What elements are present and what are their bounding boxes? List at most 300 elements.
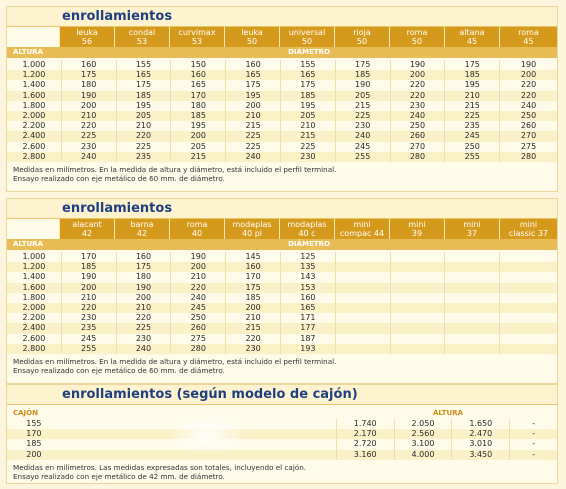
cajon-label: CAJÓN xyxy=(13,409,38,417)
diametro-cell xyxy=(390,323,445,333)
diametro-cell: 185 xyxy=(335,70,390,80)
diametro-cell: 160 xyxy=(225,60,280,70)
diametro-cell xyxy=(335,313,390,323)
diametro-cell: 255 xyxy=(444,152,499,162)
altura-cell: - xyxy=(509,439,557,449)
altura-cell: 3.160 xyxy=(336,450,394,460)
diametro-cell: 200 xyxy=(225,303,280,313)
diametro-cell: 220 xyxy=(61,121,116,131)
diametro-cell: 171 xyxy=(280,313,335,323)
table-enrollamientos-cajon xyxy=(6,384,558,484)
column-header xyxy=(224,27,279,47)
column-header-name: mini xyxy=(408,220,426,229)
table-row xyxy=(7,70,557,80)
diametro-cell: 240 xyxy=(335,131,390,141)
diametro-cell: 175 xyxy=(444,60,499,70)
diametro-cell: 230 xyxy=(116,334,171,344)
diametro-cell: 135 xyxy=(280,262,335,272)
column-header xyxy=(59,219,114,239)
diametro-cell: 190 xyxy=(170,252,225,262)
diametro-cell: 220 xyxy=(225,334,280,344)
column-header xyxy=(169,27,224,47)
table-2-header xyxy=(7,219,557,239)
table-row xyxy=(7,450,557,460)
column-header-size: 50 xyxy=(301,37,313,46)
diametro-cell: 220 xyxy=(116,131,171,141)
altura-cell: - xyxy=(509,429,557,439)
diametro-cell: 250 xyxy=(390,121,445,131)
altura-cell: 2.800 xyxy=(22,343,46,353)
altura-cell: 2.400 xyxy=(22,131,46,141)
diametro-cell: 230 xyxy=(335,121,390,131)
diametro-cell: 215 xyxy=(170,152,225,162)
diametro-cell: 215 xyxy=(225,121,280,131)
altura-cell: 1.600 xyxy=(22,282,46,292)
diametro-cell xyxy=(444,272,499,282)
cajon-cell: 155 xyxy=(26,419,42,428)
diametro-cell: 225 xyxy=(225,131,280,141)
diametro-cell: 270 xyxy=(390,142,445,152)
diametro-cell: 155 xyxy=(280,60,335,70)
diametro-cell: 200 xyxy=(170,131,225,141)
altura-cell: - xyxy=(509,419,557,429)
column-header-name: modaplas xyxy=(287,220,327,229)
altura-cell: 1.000 xyxy=(22,252,46,261)
diametro-cell: 210 xyxy=(225,111,280,121)
table-2-notes xyxy=(7,354,557,375)
diametro-cell: 190 xyxy=(499,60,557,70)
column-header-name: barna xyxy=(130,220,154,229)
diametro-cell: 155 xyxy=(116,60,171,70)
diametro-cell xyxy=(499,303,557,313)
decorative-glow xyxy=(167,415,247,455)
diametro-cell: 190 xyxy=(61,272,116,282)
diametro-cell: 220 xyxy=(116,313,171,323)
column-header-name: roma xyxy=(518,28,539,37)
table-row xyxy=(7,323,557,333)
altura-cell: 1.800 xyxy=(22,100,46,110)
diametro-cell xyxy=(444,313,499,323)
diametro-cell: 250 xyxy=(170,313,225,323)
table-1-title: enrollamientos xyxy=(7,7,557,27)
column-header xyxy=(389,219,444,239)
diametro-cell: 240 xyxy=(170,293,225,303)
diametro-cell: 245 xyxy=(444,131,499,141)
diametro-cell xyxy=(335,334,390,344)
diametro-cell: 160 xyxy=(170,70,225,80)
table-row xyxy=(7,142,557,152)
diametro-cell: 240 xyxy=(61,152,116,162)
table-2-subheader xyxy=(7,239,557,250)
column-header-name: mini xyxy=(463,220,481,229)
table-row xyxy=(7,101,557,111)
column-header-size: 40 xyxy=(191,229,203,238)
diametro-cell: 185 xyxy=(170,111,225,121)
altura-label: ALTURA xyxy=(13,240,43,248)
column-header-name: rioja xyxy=(353,28,371,37)
column-header-size: 45 xyxy=(523,37,534,46)
column-header-size: compac 44 xyxy=(339,229,385,238)
column-header xyxy=(279,27,334,47)
column-header xyxy=(444,219,499,239)
altura-cell: 3.010 xyxy=(451,439,509,449)
column-header-size: 42 xyxy=(81,229,93,238)
altura-cell: 1.800 xyxy=(22,292,46,302)
diametro-cell: 143 xyxy=(280,272,335,282)
table-2-title: enrollamientos xyxy=(7,199,557,219)
diametro-cell: 175 xyxy=(225,283,280,293)
diametro-cell: 210 xyxy=(225,313,280,323)
diametro-cell xyxy=(444,334,499,344)
column-header-size: 50 xyxy=(411,37,423,46)
diametro-cell: 175 xyxy=(116,262,171,272)
table-row xyxy=(7,131,557,141)
diametro-cell: 165 xyxy=(170,80,225,90)
diametro-cell xyxy=(390,303,445,313)
table-3-title: enrollamientos (según modelo de cajón) xyxy=(7,385,557,405)
diametro-cell: 210 xyxy=(116,121,171,131)
table-row xyxy=(7,439,557,449)
diametro-cell: 200 xyxy=(61,101,116,111)
altura-cell: 2.050 xyxy=(394,419,452,429)
diametro-cell: 245 xyxy=(61,334,116,344)
diametro-cell: 280 xyxy=(390,152,445,162)
cajon-cell: 170 xyxy=(26,429,42,439)
diametro-cell: 235 xyxy=(116,152,171,162)
diametro-cell: 220 xyxy=(499,80,557,90)
altura-cell: - xyxy=(509,450,557,460)
diametro-cell: 220 xyxy=(499,91,557,101)
diametro-cell: 255 xyxy=(335,152,390,162)
diametro-cell xyxy=(335,272,390,282)
diametro-cell xyxy=(444,323,499,333)
column-header xyxy=(59,27,114,47)
altura-cell: 2.000 xyxy=(22,302,46,312)
table-row xyxy=(7,419,557,429)
altura-cell: 2.000 xyxy=(22,110,46,120)
column-header xyxy=(114,27,169,47)
table-row xyxy=(7,252,557,262)
table-2-note-1: Medidas en milímetros. En la medida de altura y diámetro, está incluido el perfil terminal. xyxy=(13,356,337,366)
header-spacer xyxy=(7,219,59,239)
diametro-cell: 210 xyxy=(280,121,335,131)
altura-cell: 2.470 xyxy=(451,429,509,439)
altura-cell: 2.200 xyxy=(22,121,46,131)
table-row xyxy=(7,272,557,282)
diametro-cell: 175 xyxy=(225,80,280,90)
diametro-cell: 215 xyxy=(280,131,335,141)
diametro-cell: 200 xyxy=(61,283,116,293)
diametro-cell xyxy=(499,252,557,262)
altura-cell: 1.200 xyxy=(22,70,46,80)
diametro-cell xyxy=(335,283,390,293)
diametro-label: DIÁMETRO xyxy=(288,48,330,56)
diametro-cell: 175 xyxy=(280,80,335,90)
diametro-cell: 153 xyxy=(280,283,335,293)
diametro-cell: 165 xyxy=(280,303,335,313)
diametro-cell: 195 xyxy=(280,101,335,111)
diametro-cell: 200 xyxy=(225,101,280,111)
altura-cell: 2.800 xyxy=(22,151,46,161)
diametro-cell: 185 xyxy=(280,91,335,101)
diametro-cell xyxy=(390,344,445,354)
diametro-cell: 245 xyxy=(335,142,390,152)
column-header-name: curvimax xyxy=(178,28,216,37)
table-row xyxy=(7,152,557,162)
table-row xyxy=(7,91,557,101)
altura-cell: 2.400 xyxy=(22,323,46,333)
diametro-cell: 177 xyxy=(280,323,335,333)
diametro-cell xyxy=(499,293,557,303)
diametro-cell: 160 xyxy=(61,60,116,70)
diametro-cell: 190 xyxy=(335,80,390,90)
table-row xyxy=(7,80,557,90)
diametro-cell: 225 xyxy=(116,142,171,152)
altura-cell: 2.720 xyxy=(336,439,394,449)
diametro-cell xyxy=(335,323,390,333)
diametro-cell: 190 xyxy=(390,60,445,70)
altura-cell: 1.740 xyxy=(336,419,394,429)
diametro-cell: 200 xyxy=(390,70,445,80)
column-header-name: alacant xyxy=(72,220,102,229)
diametro-cell: 215 xyxy=(335,101,390,111)
table-row xyxy=(7,303,557,313)
diametro-cell: 185 xyxy=(225,293,280,303)
diametro-cell: 230 xyxy=(225,344,280,354)
diametro-cell: 240 xyxy=(390,111,445,121)
header-spacer xyxy=(7,27,59,47)
column-header xyxy=(444,27,499,47)
diametro-cell: 215 xyxy=(444,101,499,111)
column-header-name: roma xyxy=(186,220,208,229)
diametro-cell: 185 xyxy=(116,91,171,101)
column-header-name: roma xyxy=(406,28,428,37)
column-header-size: 40 pl xyxy=(241,229,263,238)
diametro-cell: 225 xyxy=(61,131,116,141)
diametro-cell xyxy=(499,334,557,344)
diametro-cell: 230 xyxy=(61,142,116,152)
diametro-cell xyxy=(390,262,445,272)
diametro-cell xyxy=(335,344,390,354)
diametro-cell: 200 xyxy=(116,293,171,303)
altura-label: ALTURA xyxy=(433,409,463,417)
diametro-cell: 230 xyxy=(280,152,335,162)
diametro-cell: 280 xyxy=(499,152,557,162)
diametro-cell xyxy=(335,252,390,262)
diametro-cell: 200 xyxy=(499,70,557,80)
diametro-cell: 205 xyxy=(170,142,225,152)
diametro-cell: 255 xyxy=(61,344,116,354)
altura-cell: 2.170 xyxy=(336,429,394,439)
diametro-cell: 187 xyxy=(280,334,335,344)
altura-cell: 2.600 xyxy=(22,333,46,343)
column-header-name: universal xyxy=(288,28,326,37)
column-header-size: classic 37 xyxy=(508,229,549,238)
column-header-size: 50 xyxy=(246,37,258,46)
altura-cell: 1.400 xyxy=(22,272,46,282)
diametro-cell xyxy=(390,313,445,323)
diametro-cell: 220 xyxy=(390,91,445,101)
table-row xyxy=(7,334,557,344)
diametro-label: DIÁMETRO xyxy=(288,240,330,248)
diametro-cell xyxy=(444,293,499,303)
diametro-cell: 125 xyxy=(280,252,335,262)
diametro-cell: 165 xyxy=(225,70,280,80)
diametro-cell: 160 xyxy=(280,293,335,303)
diametro-cell: 235 xyxy=(444,121,499,131)
column-header-name: leuka xyxy=(241,28,263,37)
cajon-cell: 185 xyxy=(26,439,42,449)
diametro-cell xyxy=(444,252,499,262)
diametro-cell: 205 xyxy=(335,91,390,101)
diametro-cell xyxy=(335,303,390,313)
diametro-cell: 210 xyxy=(444,91,499,101)
diametro-cell: 210 xyxy=(61,293,116,303)
diametro-cell: 230 xyxy=(390,101,445,111)
diametro-cell: 195 xyxy=(116,101,171,111)
column-header xyxy=(499,27,557,47)
diametro-cell xyxy=(335,293,390,303)
diametro-cell: 195 xyxy=(444,80,499,90)
diametro-cell: 240 xyxy=(225,152,280,162)
column-header-size: 45 xyxy=(466,37,478,46)
altura-cell: 1.650 xyxy=(451,419,509,429)
diametro-cell: 185 xyxy=(444,70,499,80)
column-header-size: 56 xyxy=(81,37,93,46)
table-3-note-1: Medidas en milímetros. Las medidas expresadas son totales, incluyendo el cajón. xyxy=(13,462,307,472)
diametro-cell: 145 xyxy=(225,252,280,262)
column-header-size: 37 xyxy=(466,229,478,238)
diametro-cell: 200 xyxy=(170,262,225,272)
column-header-size: 53 xyxy=(191,37,203,46)
column-header xyxy=(389,27,444,47)
diametro-cell: 160 xyxy=(116,252,171,262)
altura-cell: 2.600 xyxy=(22,141,46,151)
altura-cell: 1.600 xyxy=(22,90,46,100)
column-header-size: 53 xyxy=(136,37,148,46)
table-2-body xyxy=(7,252,557,354)
column-header-name: mini xyxy=(353,220,371,229)
diametro-cell: 260 xyxy=(390,131,445,141)
diametro-cell: 185 xyxy=(61,262,116,272)
column-header-name: leuka xyxy=(76,28,98,37)
diametro-cell xyxy=(390,252,445,262)
diametro-cell: 275 xyxy=(170,334,225,344)
table-1-note-2: Ensayo realizado con eje metálico de 60 mm. de diámetro. xyxy=(13,173,225,183)
diametro-cell: 180 xyxy=(170,101,225,111)
altura-cell: 2.200 xyxy=(22,313,46,323)
table-row xyxy=(7,111,557,121)
diametro-cell: 175 xyxy=(116,80,171,90)
diametro-cell: 225 xyxy=(280,142,335,152)
table-1-notes xyxy=(7,162,557,183)
column-header-size: 40 c xyxy=(298,229,316,238)
diametro-cell: 170 xyxy=(61,252,116,262)
diametro-cell xyxy=(499,323,557,333)
altura-cell: 1.000 xyxy=(22,60,46,69)
diametro-cell: 220 xyxy=(390,80,445,90)
column-header-name: altana xyxy=(459,28,485,37)
diametro-cell: 230 xyxy=(61,313,116,323)
diametro-cell xyxy=(444,344,499,354)
cajon-cell: 200 xyxy=(26,449,42,459)
column-header xyxy=(279,219,334,239)
altura-cell: 3.100 xyxy=(394,439,452,449)
diametro-cell: 165 xyxy=(280,70,335,80)
diametro-cell: 245 xyxy=(170,303,225,313)
table-1-subheader xyxy=(7,47,557,58)
diametro-cell: 250 xyxy=(499,111,557,121)
diametro-cell: 170 xyxy=(170,91,225,101)
table-row xyxy=(7,262,557,272)
altura-cell: 4.000 xyxy=(394,450,452,460)
table-row xyxy=(7,283,557,293)
diametro-cell xyxy=(499,344,557,354)
diametro-cell: 220 xyxy=(61,303,116,313)
column-header-name: condal xyxy=(128,28,156,37)
column-header xyxy=(499,219,557,239)
table-enrollamientos-1 xyxy=(6,6,558,192)
diametro-cell: 190 xyxy=(116,283,171,293)
column-header-size: 42 xyxy=(136,229,148,238)
diametro-cell: 195 xyxy=(170,121,225,131)
table-1-note-1: Medidas en milímetros. En la medida de altura y diámetro, está incluido el perfil terminal. xyxy=(13,164,337,174)
table-row xyxy=(7,313,557,323)
column-header xyxy=(334,27,389,47)
altura-cell: 2.560 xyxy=(394,429,452,439)
diametro-cell: 170 xyxy=(225,272,280,282)
diametro-cell xyxy=(499,272,557,282)
diametro-cell: 210 xyxy=(61,111,116,121)
table-row xyxy=(7,60,557,70)
diametro-cell: 240 xyxy=(116,344,171,354)
column-header-name: mini xyxy=(519,220,538,229)
table-1-header xyxy=(7,27,557,47)
diametro-cell xyxy=(499,313,557,323)
table-row xyxy=(7,429,557,439)
diametro-cell: 220 xyxy=(170,283,225,293)
diametro-cell: 225 xyxy=(444,111,499,121)
diametro-cell: 210 xyxy=(116,303,171,313)
diametro-cell xyxy=(390,293,445,303)
diametro-cell: 165 xyxy=(116,70,171,80)
diametro-cell: 270 xyxy=(499,131,557,141)
column-header xyxy=(169,219,224,239)
column-header-size: 50 xyxy=(356,37,368,46)
diametro-cell xyxy=(444,283,499,293)
diametro-cell: 205 xyxy=(116,111,171,121)
diametro-cell: 215 xyxy=(225,323,280,333)
table-1-body xyxy=(7,60,557,162)
diametro-cell: 235 xyxy=(61,323,116,333)
diametro-cell: 180 xyxy=(61,80,116,90)
diametro-cell: 225 xyxy=(116,323,171,333)
diametro-cell: 190 xyxy=(61,91,116,101)
altura-cell: 3.450 xyxy=(451,450,509,460)
diametro-cell xyxy=(390,272,445,282)
altura-cell: 1.400 xyxy=(22,80,46,90)
diametro-cell xyxy=(499,262,557,272)
column-header-size: 39 xyxy=(411,229,423,238)
table-row xyxy=(7,293,557,303)
diametro-cell xyxy=(444,303,499,313)
column-header-name: modaplas xyxy=(232,220,272,229)
column-header xyxy=(114,219,169,239)
diametro-cell: 205 xyxy=(280,111,335,121)
diametro-cell: 160 xyxy=(225,262,280,272)
diametro-cell: 280 xyxy=(170,344,225,354)
diametro-cell: 195 xyxy=(225,91,280,101)
